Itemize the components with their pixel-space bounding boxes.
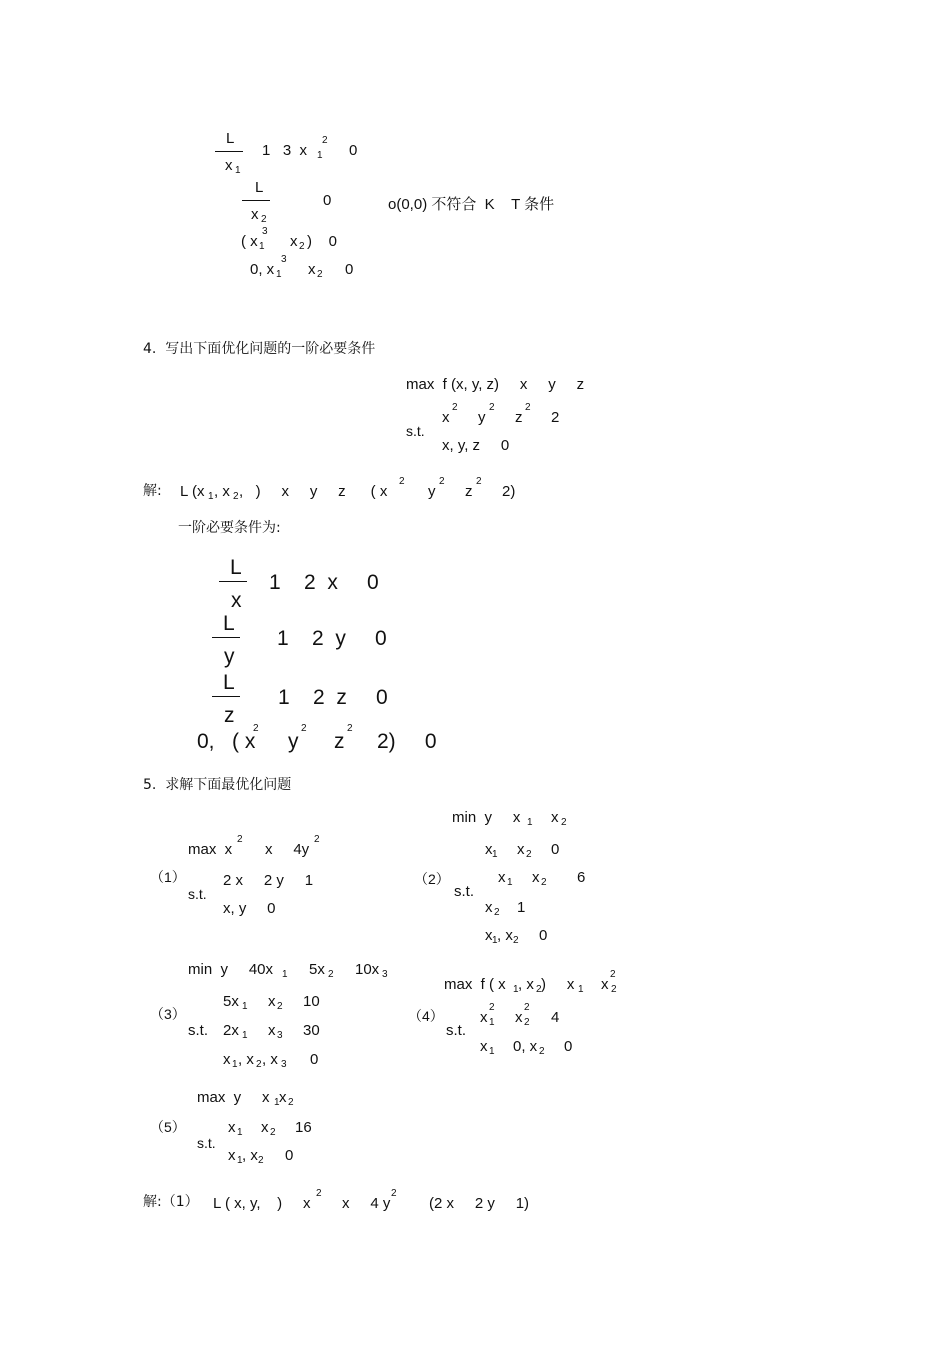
q4-objective: max f (x, y, z) x y z <box>406 376 585 393</box>
frac-bar <box>242 200 270 201</box>
q4-title: 4. 写出下面优化问题的一阶必要条件 <box>143 341 376 357</box>
kkt-note: o(0,0) 不符合 K T 条件 <box>388 196 555 213</box>
st-label: s.t. <box>406 423 425 439</box>
frac-bar <box>212 696 240 697</box>
frac-bar <box>215 151 243 152</box>
frac-den: x <box>251 206 259 223</box>
kkt-intro: 一阶必要条件为: <box>178 520 281 536</box>
frac-num: L <box>226 130 235 147</box>
frac-bar <box>219 581 247 582</box>
frac-num: L <box>255 179 264 196</box>
q5-title: 5. 求解下面最优化问题 <box>143 777 292 793</box>
expr: 1 3 x <box>262 142 308 159</box>
frac-den: x <box>225 157 233 174</box>
frac-bar <box>212 637 240 638</box>
